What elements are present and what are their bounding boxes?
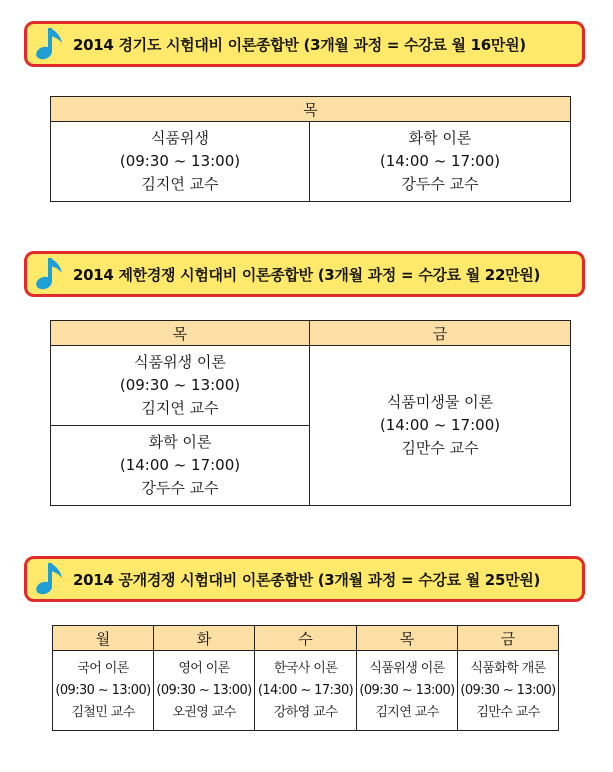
class-subject: 영어 이론 [178, 660, 230, 676]
class-teacher: 김만수 교수 [401, 439, 479, 457]
class-teacher: 오권영 교수 [172, 704, 236, 720]
class-teacher: 강두수 교수 [401, 175, 479, 193]
day-header-tuesday: 화 [154, 626, 255, 651]
section-1-title: 2014 경기도 시험대비 이론종합반 (3개월 과정 = 수강료 월 16만원) [73, 35, 526, 54]
class-cell [154, 651, 255, 731]
day-header-thursday: 목 [51, 321, 310, 346]
class-teacher: 김지연 교수 [141, 175, 219, 193]
class-subject: 식품화학 개론 [470, 660, 546, 676]
day-header-friday: 금 [310, 321, 571, 346]
class-subject: 식품위생 [151, 129, 209, 147]
class-subject: 화학 이론 [408, 129, 472, 147]
class-cell [310, 122, 571, 202]
class-time: (09:30 ~ 13:00) [156, 682, 252, 698]
class-subject: 화학 이론 [148, 433, 212, 451]
class-cell [51, 426, 310, 506]
class-time: (09:30 ~ 13:00) [119, 152, 241, 170]
class-subject: 식품위생 이론 [369, 660, 445, 676]
class-cell [458, 651, 559, 731]
music-note-icon [33, 24, 69, 64]
class-teacher: 강하영 교수 [273, 704, 338, 720]
music-note-icon [33, 559, 69, 599]
class-time: (09:30 ~ 13:00) [119, 376, 241, 394]
day-header-thursday: 목 [357, 626, 458, 651]
class-cell [255, 651, 357, 731]
class-time: (09:30 ~ 13:00) [460, 682, 556, 698]
music-note-icon [33, 254, 69, 294]
class-time: (09:30 ~ 13:00) [55, 682, 151, 698]
section-1-schedule-table [50, 96, 571, 202]
section-3-banner [24, 556, 585, 602]
section-3-schedule-table [52, 625, 559, 731]
section-2-schedule-table [50, 320, 571, 506]
class-cell [51, 346, 310, 426]
class-teacher: 김만수 교수 [476, 704, 540, 720]
class-subject: 식품미생물 이론 [386, 393, 494, 411]
class-teacher: 김지연 교수 [141, 399, 219, 417]
class-subject: 한국사 이론 [273, 660, 338, 676]
class-teacher: 김철민 교수 [71, 704, 135, 720]
section-3-title: 2014 공개경쟁 시험대비 이론종합반 (3개월 과정 = 수강료 월 25만원) [73, 570, 541, 589]
class-time: (14:00 ~ 17:00) [379, 416, 501, 434]
section-2-title: 2014 제한경쟁 시험대비 이론종합반 (3개월 과정 = 수강료 월 22만원) [73, 265, 541, 284]
class-cell [53, 651, 154, 731]
class-teacher: 김지연 교수 [375, 704, 439, 720]
class-teacher: 강두수 교수 [141, 479, 219, 497]
section-2-banner [24, 251, 585, 297]
class-time: (14:00 ~ 17:00) [119, 456, 241, 474]
day-header-wednesday: 수 [255, 626, 357, 651]
section-1-banner [24, 21, 585, 67]
class-subject: 국어 이론 [77, 660, 129, 676]
class-cell [310, 346, 571, 506]
class-time: (14:00 ~ 17:30) [257, 682, 354, 698]
class-cell [51, 122, 310, 202]
class-time: (14:00 ~ 17:00) [379, 152, 501, 170]
day-header-thursday: 목 [51, 97, 571, 122]
day-header-monday: 월 [53, 626, 154, 651]
class-cell [357, 651, 458, 731]
class-time: (09:30 ~ 13:00) [359, 682, 455, 698]
class-subject: 식품위생 이론 [134, 353, 226, 371]
day-header-friday: 금 [458, 626, 559, 651]
